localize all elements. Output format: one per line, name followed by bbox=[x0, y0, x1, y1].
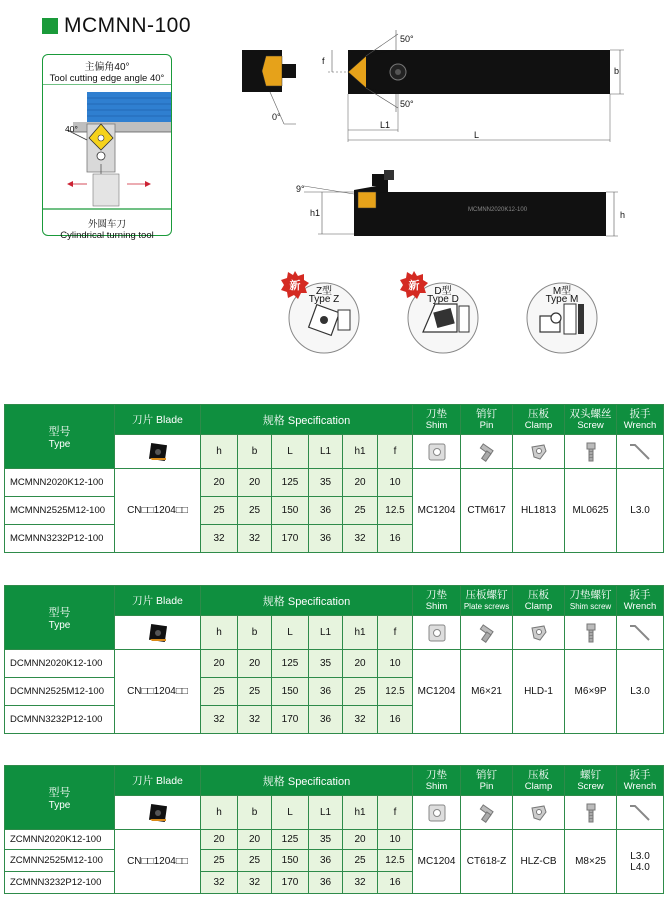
spec-value-cell: 35 bbox=[309, 830, 343, 850]
blade-cell: CN□□1204□□ bbox=[115, 830, 201, 894]
acc-header-shim bbox=[413, 766, 461, 796]
type-cn-label: M型 bbox=[552, 286, 572, 297]
angle-50-top-label: 50° bbox=[400, 34, 414, 44]
acc-screw-cell: M6×9P bbox=[565, 650, 617, 734]
wrench-icon bbox=[627, 802, 653, 824]
blade-icon-cell bbox=[115, 796, 201, 830]
acc-header-screw bbox=[565, 766, 617, 796]
spec-col-l1: L1 bbox=[309, 435, 343, 469]
new-badge-text: 新 bbox=[289, 280, 301, 292]
angle-card bbox=[42, 54, 172, 241]
spec-value-cell: 25 bbox=[238, 678, 272, 706]
pin-icon-cell bbox=[461, 796, 513, 830]
spec-value-cell: 25 bbox=[238, 497, 272, 525]
wrench-icon-cell bbox=[617, 616, 664, 650]
acc-header-wrench bbox=[617, 766, 664, 796]
acc-header-cn: 压板 bbox=[528, 588, 550, 601]
acc-pin-cell: M6×21 bbox=[461, 650, 513, 734]
spec-value-cell: 150 bbox=[272, 678, 309, 706]
acc-header-en: Wrench bbox=[623, 600, 657, 612]
spec-value-cell: 170 bbox=[272, 706, 309, 734]
type-model-cell: MCMNN2525M12-100 bbox=[5, 497, 115, 525]
spec-col-b: b bbox=[238, 796, 272, 830]
clamp-icon-cell bbox=[513, 796, 565, 830]
acc-header-en: Shim bbox=[425, 600, 448, 612]
spec-col-l: L bbox=[272, 435, 309, 469]
new-badge-text: 新 bbox=[408, 280, 420, 292]
acc-header-en: Shim screw bbox=[569, 601, 612, 611]
acc-header-cn: 扳手 bbox=[629, 588, 651, 601]
acc-header-clamp bbox=[513, 405, 565, 435]
spec-value-cell: 16 bbox=[378, 872, 413, 894]
acc-pin-cell: CTM617 bbox=[461, 469, 513, 553]
shim-icon bbox=[426, 802, 448, 824]
spec-value-cell: 12.5 bbox=[378, 850, 413, 872]
acc-header-en: Clamp bbox=[524, 419, 553, 431]
spec-col-l1: L1 bbox=[309, 796, 343, 830]
type-en-label: Type M bbox=[545, 294, 579, 305]
spec-value-cell: 32 bbox=[343, 706, 378, 734]
spec-value-cell: 20 bbox=[201, 830, 238, 850]
wrench-icon-cell bbox=[617, 435, 664, 469]
type-header-cn: 型号 bbox=[48, 607, 71, 619]
shim-icon bbox=[426, 622, 448, 644]
spec-table-1 bbox=[4, 404, 664, 553]
wrench-icon bbox=[627, 622, 653, 644]
type-m-badge bbox=[524, 270, 600, 356]
spec-value-cell: 35 bbox=[309, 469, 343, 497]
acc-header-cn: 扳手 bbox=[629, 768, 651, 781]
spec-value-cell: 12.5 bbox=[378, 678, 413, 706]
acc-header-cn: 压板 bbox=[528, 407, 550, 420]
acc-header-pin bbox=[461, 405, 513, 435]
spec-value-cell: 20 bbox=[201, 469, 238, 497]
spec-value-cell: 25 bbox=[238, 850, 272, 872]
spec-col-h: h bbox=[201, 616, 238, 650]
insert-icon bbox=[145, 800, 171, 826]
type-cn-label: Z型 bbox=[315, 286, 333, 297]
acc-pin-cell: CT618-Z bbox=[461, 830, 513, 894]
spec-value-cell: 36 bbox=[309, 706, 343, 734]
type-header-en: Type bbox=[48, 439, 71, 450]
screw-icon bbox=[580, 441, 602, 463]
spec-value-cell: 150 bbox=[272, 497, 309, 525]
type-en-label: Type D bbox=[427, 294, 459, 305]
angle-0-label: 0° bbox=[272, 112, 281, 122]
spec-col-h1: h1 bbox=[343, 435, 378, 469]
tool-engraving: MCMNN2020K12-100 bbox=[468, 207, 528, 213]
pin-icon bbox=[476, 441, 498, 463]
blade-icon-cell bbox=[115, 616, 201, 650]
type-header-cn: 型号 bbox=[48, 787, 71, 799]
blade-cell: CN□□1204□□ bbox=[115, 469, 201, 553]
title-marker bbox=[42, 18, 58, 34]
acc-shim-cell: MC1204 bbox=[413, 830, 461, 894]
screw-icon-cell bbox=[565, 435, 617, 469]
acc-header-en: Wrench bbox=[623, 419, 657, 431]
spec-value-cell: 36 bbox=[309, 497, 343, 525]
shim-icon-cell bbox=[413, 435, 461, 469]
dim-l1-label: L1 bbox=[380, 120, 391, 130]
spec-col-h1: h1 bbox=[343, 616, 378, 650]
type-en-label: Type Z bbox=[308, 294, 340, 305]
spec-table-2 bbox=[4, 585, 664, 734]
acc-header-screw bbox=[565, 586, 617, 616]
acc-header-wrench bbox=[617, 405, 664, 435]
acc-header-screw bbox=[565, 405, 617, 435]
angle-card-en-type: Cylindrical turning tool bbox=[60, 230, 154, 241]
spec-value-cell: 20 bbox=[343, 830, 378, 850]
spec-col-h1: h1 bbox=[343, 796, 378, 830]
spec-value-cell: 20 bbox=[201, 650, 238, 678]
blade-header: 刀片 Blade bbox=[115, 586, 201, 616]
acc-header-en: Screw bbox=[577, 419, 604, 431]
spec-col-h: h bbox=[201, 435, 238, 469]
spec-value-cell: 25 bbox=[201, 850, 238, 872]
pin-icon-cell bbox=[461, 435, 513, 469]
screw-icon bbox=[580, 802, 602, 824]
acc-wrench-cell: L3.0 bbox=[617, 469, 664, 553]
table-row bbox=[5, 830, 664, 850]
acc-header-cn: 刀垫 bbox=[426, 768, 448, 781]
spec-header: 规格 Specification bbox=[201, 586, 413, 616]
acc-header-wrench bbox=[617, 586, 664, 616]
acc-header-en: Screw bbox=[577, 780, 604, 792]
spec-value-cell: 32 bbox=[201, 525, 238, 553]
spec-header: 规格 Specification bbox=[201, 766, 413, 796]
acc-header-cn: 刀垫 bbox=[426, 407, 448, 420]
spec-table-3 bbox=[4, 765, 664, 894]
angle-card-cn-type: 外圆车刀 bbox=[87, 219, 126, 230]
type-model-cell: MCMNN2020K12-100 bbox=[5, 469, 115, 497]
angle-card-cn-title: 主偏角40° bbox=[84, 62, 130, 73]
acc-header-cn: 螺钉 bbox=[580, 768, 602, 781]
shim-icon bbox=[426, 441, 448, 463]
spec-value-cell: 32 bbox=[343, 872, 378, 894]
spec-value-cell: 32 bbox=[238, 706, 272, 734]
blade-icon-cell bbox=[115, 435, 201, 469]
spec-value-cell: 32 bbox=[201, 706, 238, 734]
spec-value-cell: 170 bbox=[272, 872, 309, 894]
spec-value-cell: 10 bbox=[378, 650, 413, 678]
acc-clamp-cell: HLZ-CB bbox=[513, 830, 565, 894]
spec-value-cell: 20 bbox=[343, 469, 378, 497]
spec-col-b: b bbox=[238, 616, 272, 650]
table-row bbox=[5, 650, 664, 678]
shim-icon-cell bbox=[413, 796, 461, 830]
acc-wrench-cell: L3.0 L4.0 bbox=[617, 830, 664, 894]
acc-header-cn: 刀垫 bbox=[426, 588, 448, 601]
acc-header-cn: 压板 bbox=[528, 768, 550, 781]
acc-clamp-cell: HL1813 bbox=[513, 469, 565, 553]
insert-icon bbox=[145, 439, 171, 465]
dim-l-label: L bbox=[474, 130, 480, 140]
spec-value-cell: 125 bbox=[272, 650, 309, 678]
spec-value-cell: 36 bbox=[309, 850, 343, 872]
spec-col-f: f bbox=[378, 616, 413, 650]
spec-value-cell: 32 bbox=[238, 872, 272, 894]
spec-value-cell: 32 bbox=[238, 525, 272, 553]
dim-h1-label: h1 bbox=[310, 208, 321, 218]
clamp-icon bbox=[528, 441, 550, 463]
angle-card-en-title: Tool cutting edge angle 40° bbox=[49, 73, 165, 84]
type-model-cell: DCMNN2525M12-100 bbox=[5, 678, 115, 706]
spec-value-cell: 36 bbox=[309, 872, 343, 894]
acc-wrench-cell: L3.0 bbox=[617, 650, 664, 734]
acc-header-shim bbox=[413, 405, 461, 435]
acc-header-cn: 双头螺丝 bbox=[569, 407, 612, 420]
acc-header-cn: 刀垫螺钉 bbox=[569, 588, 612, 601]
type-model-cell: MCMNN3232P12-100 bbox=[5, 525, 115, 553]
spec-value-cell: 25 bbox=[201, 497, 238, 525]
type-d-badge bbox=[405, 270, 481, 356]
wrench-icon-cell bbox=[617, 796, 664, 830]
acc-header-clamp bbox=[513, 766, 565, 796]
spec-value-cell: 12.5 bbox=[378, 497, 413, 525]
acc-header-cn: 销钉 bbox=[476, 768, 498, 781]
spec-value-cell: 10 bbox=[378, 469, 413, 497]
spec-value-cell: 32 bbox=[343, 525, 378, 553]
spec-value-cell: 32 bbox=[201, 872, 238, 894]
spec-value-cell: 20 bbox=[238, 650, 272, 678]
blade-header: 刀片 Blade bbox=[115, 766, 201, 796]
spec-value-cell: 20 bbox=[343, 650, 378, 678]
type-header-cn: 型号 bbox=[48, 426, 71, 438]
acc-clamp-cell: HLD-1 bbox=[513, 650, 565, 734]
spec-col-l: L bbox=[272, 616, 309, 650]
spec-header: 规格 Specification bbox=[201, 405, 413, 435]
spec-value-cell: 20 bbox=[238, 830, 272, 850]
spec-value-cell: 25 bbox=[343, 497, 378, 525]
blade-header: 刀片 Blade bbox=[115, 405, 201, 435]
acc-screw-cell: M8×25 bbox=[565, 830, 617, 894]
spec-value-cell: 20 bbox=[238, 469, 272, 497]
type-model-cell: ZCMNN2525M12-100 bbox=[5, 850, 115, 872]
acc-header-pin bbox=[461, 766, 513, 796]
spec-value-cell: 36 bbox=[309, 525, 343, 553]
spec-col-f: f bbox=[378, 796, 413, 830]
new-badge bbox=[399, 270, 429, 300]
type-header bbox=[5, 766, 115, 830]
screw-icon-cell bbox=[565, 616, 617, 650]
tool-top-view-drawing bbox=[236, 28, 636, 148]
spec-value-cell: 150 bbox=[272, 850, 309, 872]
screw-icon-cell bbox=[565, 796, 617, 830]
acc-header-shim bbox=[413, 586, 461, 616]
spec-col-b: b bbox=[238, 435, 272, 469]
acc-header-en: Wrench bbox=[623, 780, 657, 792]
tool-side-view-drawing bbox=[292, 168, 642, 248]
spec-value-cell: 35 bbox=[309, 650, 343, 678]
acc-screw-cell: ML0625 bbox=[565, 469, 617, 553]
screw-icon bbox=[580, 622, 602, 644]
spec-value-cell: 10 bbox=[378, 830, 413, 850]
blade-cell: CN□□1204□□ bbox=[115, 650, 201, 734]
acc-header-en: Shim bbox=[425, 780, 448, 792]
spec-col-h: h bbox=[201, 796, 238, 830]
type-model-cell: DCMNN3232P12-100 bbox=[5, 706, 115, 734]
type-model-cell: ZCMNN2020K12-100 bbox=[5, 830, 115, 850]
type-header bbox=[5, 586, 115, 650]
spec-value-cell: 16 bbox=[378, 525, 413, 553]
type-header-en: Type bbox=[48, 620, 71, 631]
acc-header-en: Pin bbox=[479, 780, 494, 792]
shim-icon-cell bbox=[413, 616, 461, 650]
acc-header-en: Pin bbox=[479, 419, 494, 431]
spec-value-cell: 125 bbox=[272, 469, 309, 497]
title-text: MCMNN-100 bbox=[64, 14, 192, 37]
type-cn-label: D型 bbox=[434, 286, 452, 297]
spec-value-cell: 170 bbox=[272, 525, 309, 553]
acc-header-pin bbox=[461, 586, 513, 616]
spec-value-cell: 25 bbox=[201, 678, 238, 706]
type-header-en: Type bbox=[48, 800, 71, 811]
table-row bbox=[5, 469, 664, 497]
type-z-badge bbox=[286, 270, 362, 356]
pin-icon bbox=[476, 802, 498, 824]
clamp-icon bbox=[528, 802, 550, 824]
spec-col-l: L bbox=[272, 796, 309, 830]
spec-value-cell: 125 bbox=[272, 830, 309, 850]
acc-header-en: Clamp bbox=[524, 600, 553, 612]
clamp-icon-cell bbox=[513, 616, 565, 650]
acc-header-clamp bbox=[513, 586, 565, 616]
acc-shim-cell: MC1204 bbox=[413, 469, 461, 553]
angle-9-label: 9° bbox=[296, 184, 305, 194]
acc-header-cn: 扳手 bbox=[629, 407, 651, 420]
type-header bbox=[5, 405, 115, 469]
acc-header-en: Clamp bbox=[524, 780, 553, 792]
cutting-angle-diagram bbox=[43, 84, 171, 210]
dim-b-label: b bbox=[614, 66, 620, 76]
angle-40-label: 40° bbox=[65, 124, 78, 134]
spec-value-cell: 16 bbox=[378, 706, 413, 734]
dim-f-label: f bbox=[322, 56, 325, 66]
insert-icon bbox=[145, 620, 171, 646]
pin-icon bbox=[476, 622, 498, 644]
clamp-icon-cell bbox=[513, 435, 565, 469]
pin-icon-cell bbox=[461, 616, 513, 650]
acc-header-en: Shim bbox=[425, 419, 448, 431]
page-title bbox=[42, 14, 191, 38]
spec-value-cell: 25 bbox=[343, 850, 378, 872]
acc-header-cn: 销钉 bbox=[476, 407, 498, 420]
spec-col-l1: L1 bbox=[309, 616, 343, 650]
clamp-icon bbox=[528, 622, 550, 644]
acc-header-en: Plate screws bbox=[463, 601, 510, 611]
wrench-icon bbox=[627, 441, 653, 463]
acc-header-cn: 压板螺钉 bbox=[465, 588, 508, 601]
acc-shim-cell: MC1204 bbox=[413, 650, 461, 734]
spec-value-cell: 25 bbox=[343, 678, 378, 706]
spec-col-f: f bbox=[378, 435, 413, 469]
new-badge bbox=[280, 270, 310, 300]
type-model-cell: DCMNN2020K12-100 bbox=[5, 650, 115, 678]
type-model-cell: ZCMNN3232P12-100 bbox=[5, 872, 115, 894]
dim-h-label: h bbox=[620, 210, 626, 220]
spec-value-cell: 36 bbox=[309, 678, 343, 706]
angle-50-bottom-label: 50° bbox=[400, 99, 414, 109]
